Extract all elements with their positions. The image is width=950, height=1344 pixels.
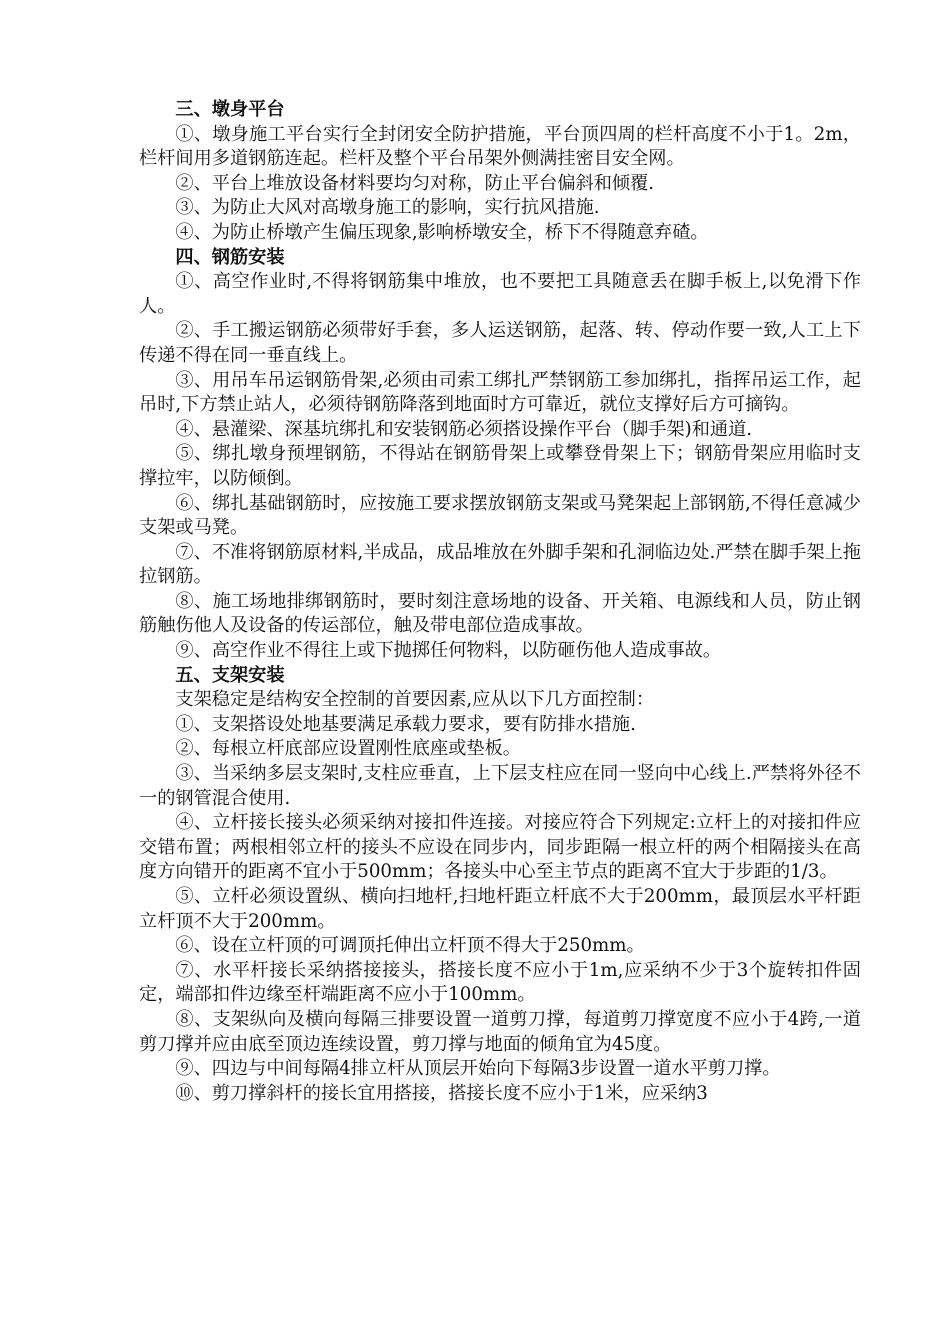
- paragraph: ①、墩身施工平台实行全封闭安全防护措施，平台顶四周的栏杆高度不小于1。2m，栏杆间用多道钢筋连起。栏杆及整个平台吊架外侧满挂密目安全网。: [139, 123, 861, 170]
- paragraph: ⑦、水平杆接长采纳搭接接头，搭接长度不应小于1m,应采纳不少于3个旋转扣件固定，端部扣件边缘至杆端距离不应小于100mm。: [139, 959, 861, 1006]
- section-heading-support-installation: 五、支架安装: [175, 664, 285, 686]
- paragraph: ⑦、不准将钢筋原材料,半成品，成品堆放在外脚手架和孔洞临边处.严禁在脚手架上拖拉钢筋。: [139, 541, 861, 588]
- paragraph: ⑥、设在立杆顶的可调顶托伸出立杆顶不得大于250mm。: [175, 935, 645, 957]
- paragraph: ④、悬灌梁、深基坑绑扎和安装钢筋必须搭设操作平台（脚手架)和通道.: [175, 418, 753, 440]
- paragraph: ①、支架搭设处地基要满足承载力要求，要有防排水措施.: [175, 713, 636, 735]
- paragraph: ④、立杆接长接头必须采纳对接扣件连接。对接应符合下列规定:立杆上的对接扣件应交错布置；两根相邻立杆的接头不应设在同步内，同步距隔一根立杆的两个相隔接头在高度方向错开的距离不宜小于500mm；各接头中心至主节点的距离不宜大于步距的1/3。: [139, 812, 861, 883]
- paragraph: ⑥、绑扎基础钢筋时，应按施工要求摆放钢筋支架或马凳架起上部钢筋,不得任意减少支架或马凳。: [139, 492, 861, 539]
- paragraph: ①、高空作业时,不得将钢筋集中堆放，也不要把工具随意丢在脚手板上,以免滑下作人。: [139, 271, 861, 317]
- paragraph: ④、为防止桥墩产生偏压现象,影响桥墩安全，桥下不得随意弃碴。: [175, 221, 709, 243]
- paragraph: 支架稳定是结构安全控制的首要因素,应从以下几方面控制：: [175, 689, 655, 711]
- paragraph: ②、平台上堆放设备材料要均匀对称，防止平台偏斜和倾覆.: [175, 172, 655, 194]
- paragraph: ⑧、施工场地排绑钢筋时，要时刻注意场地的设备、开关箱、电源线和人员，防止钢筋触伤他人及设备的传运部位，触及带电部位造成事故。: [139, 590, 861, 637]
- paragraph: ③、当采纳多层支架时,支柱应垂直，上下层支柱应在同一竖向中心线上.严禁将外径不一的钢管混合使用.: [139, 763, 861, 809]
- paragraph: ③、为防止大风对高墩身施工的影响，实行抗风措施.: [175, 197, 600, 219]
- section-heading-rebar-installation: 四、钢筋安装: [175, 246, 285, 268]
- paragraph: ⑩、剪刀撑斜杆的接长宜用搭接，搭接长度不应小于1米，应采纳3: [175, 1082, 708, 1104]
- paragraph: ③、用吊车吊运钢筋骨架,必须由司索工绑扎严禁钢筋工参加绑扎，指挥吊运工作，起吊时,下方禁止站人，必须待钢筋降落到地面时方可靠近，就位支撑好后方可摘钩。: [139, 369, 861, 416]
- paragraph: ⑨、高空作业不得往上或下抛掷任何物料，以防砸伤他人造成事故。: [175, 640, 722, 662]
- paragraph: ⑧、支架纵向及横向每隔三排要设置一道剪刀撑，每道剪刀撑宽度不应小于4跨,一道剪刀撑并应由底至顶边连续设置，剪刀撑与地面的倾角宜为45度。: [139, 1008, 861, 1055]
- paragraph: ⑨、四边与中间每隔4排立杆从顶层开始向下每隔3步设置一道水平剪刀撑。: [175, 1058, 781, 1080]
- section-heading-pier-platform: 三、墩身平台: [175, 99, 285, 120]
- paragraph: ⑤、立杆必须设置纵、横向扫地杆,扫地杆距立杆底不大于200mm，最顶层水平杆距立杆顶不大于200mm。: [139, 886, 861, 932]
- document-page: [139, 98, 861, 1106]
- paragraph: ②、手工搬运钢筋必须带好手套，多人运送钢筋，起落、转、停动作要一致,人工上下传递不得在同一垂直线上。: [139, 320, 861, 366]
- paragraph: ②、每根立杆底部应设置刚性底座或垫板。: [175, 738, 521, 760]
- paragraph: ⑤、绑扎墩身预埋钢筋，不得站在钢筋骨架上或攀登骨架上下；钢筋骨架应用临时支撑拉牢，以防倾倒。: [139, 443, 861, 489]
